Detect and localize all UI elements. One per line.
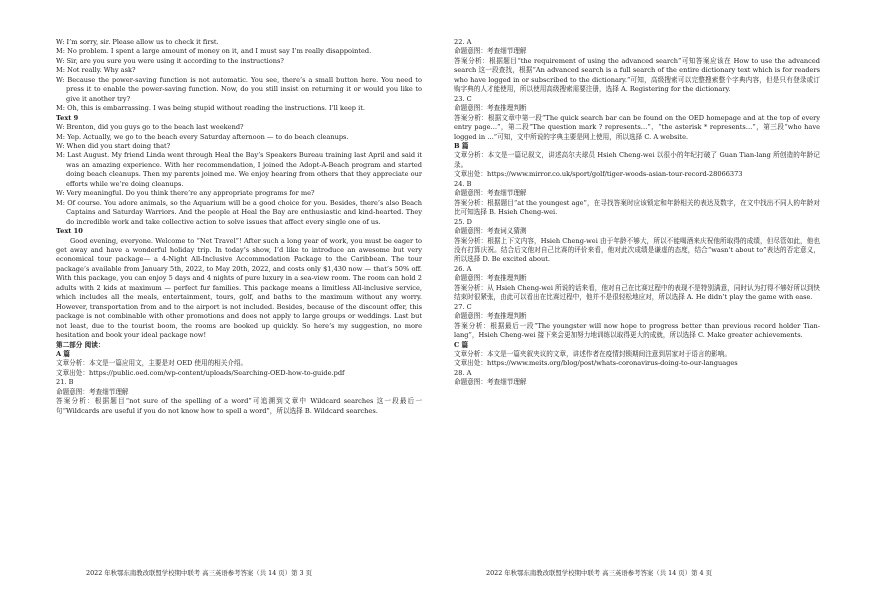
left-page-column bbox=[56, 38, 422, 416]
right-paragraph: 文章出处：https://www.mirror.co.uk/sport/golf/tiger-woods-asian-tour-record-28066373 bbox=[454, 170, 743, 179]
left-paragraph: 命题意图：考查细节理解 bbox=[56, 387, 129, 396]
right-paragraph: 答案分析：根据最后一段“The youngster will now hope to progress better than previous record holder Tian-lang”，Hsieh Cheng-wei 接下来会更加努力地训练以取得更大的成就，所以选择 C. Make greater achievements. bbox=[454, 321, 820, 340]
left-paragraph: 文章出处：https://public.oed.com/wp-content/uploads/Searching-OED-how-to-guide.pdf bbox=[56, 368, 345, 377]
right-paragraph: C 篇 bbox=[454, 340, 469, 349]
left-paragraph: M: Yep. Actually, we go to the beach every Saturday afternoon — to do beach cleanups. bbox=[56, 132, 349, 141]
right-paragraph: 答案分析：根据题目“at the youngest age”，在寻找答案时应该锁定和年龄相关的表达及数字，在文中找出不同人的年龄对比可知选择 B. Hsieh Cheng-wei. bbox=[454, 198, 820, 217]
right-paragraph: 文章分析：本文是一篇记叙文，讲述高尔夫球员 Hsieh Cheng-wei 以很小的年纪打破了 Guan Tian-lang 所创造的年龄记录。 bbox=[454, 151, 820, 169]
right-paragraph: 22. A bbox=[454, 38, 472, 46]
left-paragraph: W: Brenton, did you guys go to the beach last weekend? bbox=[56, 123, 244, 132]
right-paragraph: 命题意图：考查细节理解 bbox=[454, 189, 527, 198]
left-paragraph: M: Oh, this is embarrassing. I was being stupid without reading the instructions. I’ll keep it. bbox=[56, 104, 365, 113]
right-paragraph: 命题意图：考查推理判断 bbox=[454, 312, 527, 321]
left-paragraph: Good evening, everyone. Welcome to “Net Travel”! After such a long year of work, you must be eager to get away and have a wonderful holiday trip. In today’s show, I’d like to introduce an awesome but very economical tour package— a 4-Night All-Inclusive Accommodation Package to the Caribbean. The tour package’s available from January 5th, 2022, to May 20th, 2022, and costs only $1,430 now — that’s 50% off. With this package, you can enjoy 5 days and 4 nights of pure luxury in a sea-view room. The room can hold 2 adults with 2 kids at maximum — perfect fur families. This package means a limitless All-inclusive service, which includes all the meals, entertainment, tours, golf, and baths to the maximum without any worry. However, transportation from and to the airport is not included. Besides, because of the discount offer, this package is not combinable with other promotions and does not apply to large groups or weddings. Last but not least, due to the tourist boom, the rooms are booked up quickly. So here’s my suggestion, no more hesitation and book your ideal package now! bbox=[56, 236, 422, 340]
right-paragraph: 28. A bbox=[454, 368, 472, 377]
page-footer-right: 2022 年秋鄂东南教改联盟学校期中联考 高三英语参考答案（共 14 页）第 4 页 bbox=[486, 569, 712, 577]
right-paragraph: 命题意图：考查推理判断 bbox=[454, 104, 527, 113]
right-paragraph: 命题意图：考查细节理解 bbox=[454, 47, 527, 56]
left-paragraph: W: Very meaningful. Do you think there’re any appropriate programs for me? bbox=[56, 189, 315, 198]
left-paragraph: 第二部分 阅读： bbox=[56, 340, 105, 349]
left-paragraph: W: Because the power-saving function is not automatic. You see, there’s a small button here. You need to press it to enable the power-saving function. Now, do you still insist on returning it or would you like to give it another try? bbox=[56, 75, 422, 103]
left-paragraph: M: Last August. My friend Linda went through Heal the Bay’s Speakers Bureau training last April and said it was an amazing experience. With her recommendation, I joined the Adopt-A-Beach program and started doing beach cleanups. Then my parents joined me. We enjoy hearing from others that they appreciate our efforts while we’re doing cleanups. bbox=[56, 151, 422, 188]
left-paragraph: M: No problem. I spent a large amount of money on it, and I must say I’m really disappointed. bbox=[56, 47, 372, 56]
right-paragraph: 26. A bbox=[454, 264, 472, 273]
left-paragraph: M: Of course. You adore animals, so the Aquarium will be a good choice for you. Besides, there’s also Beach Captains and Saturday Warriors. And the people at Heal the Bay are enthusiastic and kind-hearted. They do incredible work and take collective action to solve issues that affect every single one of us. bbox=[56, 198, 422, 226]
left-paragraph: 文章分析：本文是一篇应用文，主要是对 OED 使用的相关介绍。 bbox=[56, 359, 248, 368]
right-paragraph: 23. C bbox=[454, 94, 472, 103]
right-paragraph: 命题意图：考查词义猜测 bbox=[454, 227, 527, 236]
left-paragraph: 21. B bbox=[56, 378, 74, 387]
left-paragraph: Text 10 bbox=[56, 227, 83, 236]
right-paragraph: 文章分析：本文是一篇夹叙夹议的文章，讲述作者在疫情封锁期间注意到居家对于语言的影响。 bbox=[454, 349, 731, 358]
right-paragraph: 答案分析：根据题目“the requirement of using the advanced search”可知答案应该在 How to use the advanced search 这一段查找，根据“An advanced search is a full search of the entire dictionary text which is for readers who have logged in or subscribed to the dictionary.”可知，高级搜索可以完整搜索整个字典内容，但是只有登录或订购字典的人才能使用，所以使用高级搜索需要注册，选择 A. Registering for the dictionary. bbox=[454, 56, 820, 94]
right-paragraph: 27. C bbox=[454, 302, 472, 311]
right-paragraph: 命题意图：考查推理判断 bbox=[454, 274, 527, 283]
right-paragraph: 25. D bbox=[454, 217, 472, 226]
right-paragraph: 答案分析：根据文章中第一段“The quick search bar can be found on the OED homepage and at the top of every entry page…”，第二段“The question mark ? represents…”、“the asterisk * represents…”，第三段“who have logged in …”可知，文中所说的字典主要是网上使用，所以选择 C. A website. bbox=[454, 113, 820, 141]
right-page-column bbox=[454, 38, 820, 388]
left-paragraph: A 篇 bbox=[56, 349, 71, 358]
right-paragraph: 24. B bbox=[454, 179, 472, 188]
left-paragraph: Text 9 bbox=[56, 113, 79, 122]
left-paragraph: W: Sir, are you sure you were using it according to the instructions? bbox=[56, 56, 284, 65]
right-paragraph: 文章出处：https://www.meits.org/blog/post/whats-coronavirus-doing-to-our-languages bbox=[454, 359, 738, 368]
right-paragraph: 答案分析：从 Hsieh Cheng-wei 所说的话来看，他对自己在比赛过程中的表现不是特别满意，同时认为打得不够好所以到快结束时很紧张，由此可以看出在比赛过程中，他并不是很轻松地应对，所以选择 A. He didn’t play the game with ease. bbox=[454, 283, 820, 302]
left-paragraph: W: I’m sorry, sir. Please allow us to check it first. bbox=[56, 38, 219, 46]
right-paragraph: 答案分析：根据上下文内容，Hsieh Cheng-wei 由于年龄不够大，所以不能喝酒来庆祝他所取得的成绩，但尽管如此，他也没有打算庆祝。结合后文他对自己比赛的评价来看，他对此次成绩是谦虚的态度，结合“wasn’t about to”表达的否定意义，所以选择 D. Be excited about. bbox=[454, 236, 820, 264]
right-paragraph: 命题意图：考查细节理解 bbox=[454, 378, 527, 387]
left-paragraph: 答案分析：根据题目“not sure of the spelling of a word”可追溯到文章中 Wildcard searches 这一段最后一句“Wildcards are useful if you do not know how to spell a word”，所以选择 B. Wildcard searches. bbox=[56, 397, 422, 415]
left-paragraph: M: Not really. Why ask? bbox=[56, 66, 136, 75]
page-footer-left: 2022 年秋鄂东南教改联盟学校期中联考 高三英语参考答案（共 14 页）第 3 页 bbox=[86, 569, 312, 577]
left-paragraph: W: When did you start doing that? bbox=[56, 141, 171, 150]
right-paragraph: B 篇 bbox=[454, 141, 469, 150]
